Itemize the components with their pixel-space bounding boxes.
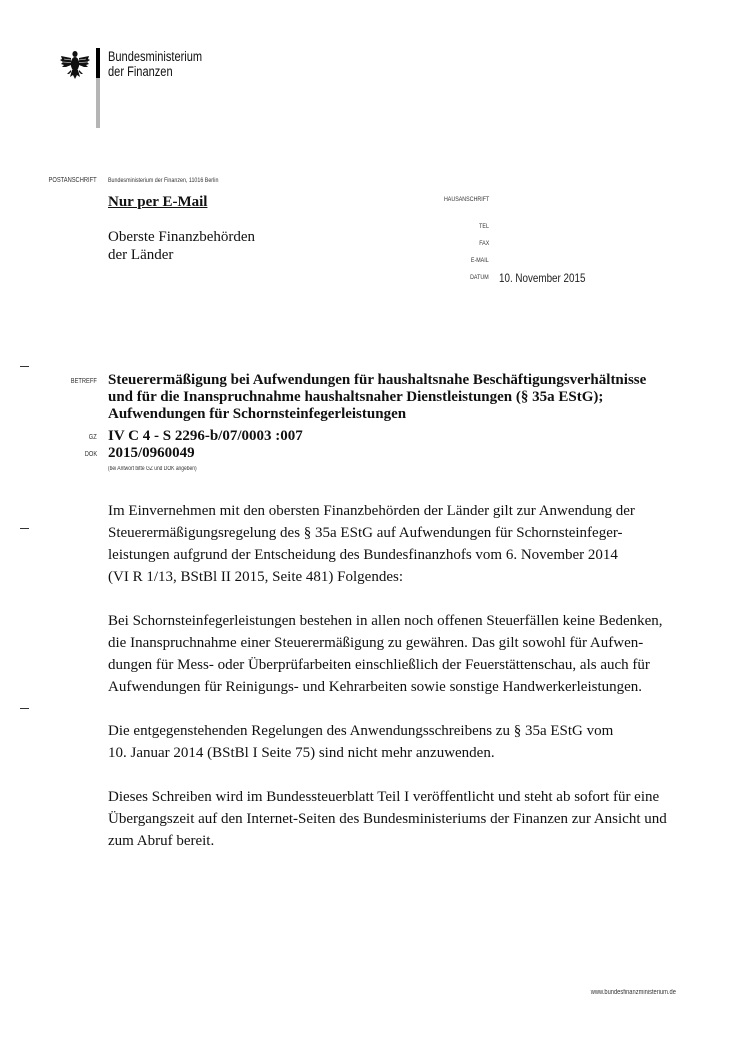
logo-bar-grey — [96, 78, 100, 128]
punch-mark — [20, 708, 29, 709]
postanschrift-label: POSTANSCHRIFT — [48, 177, 97, 184]
footer-url: www.bundesfinanzministerium.de — [590, 989, 676, 996]
dok-label: DOK — [84, 451, 97, 458]
subject-line2: und für die Inanspruchnahme haushaltsnaher Dienstleistungen (§ 35a EStG); — [108, 389, 604, 405]
subject-line3: Aufwendungen für Schornsteinfegerleistungen — [108, 406, 407, 422]
postanschrift-value: Bundesministerium der Finanzen, 11016 Berlin — [108, 177, 219, 184]
recipient-line2: der Länder — [108, 246, 174, 263]
betreff-label: BETREFF — [70, 378, 97, 385]
gz-label: GZ — [89, 434, 97, 441]
fax-label: FAX — [478, 240, 489, 247]
ministry-name-line1: Bundesministerium — [108, 49, 203, 64]
fold-mark — [20, 528, 29, 529]
gz-value: IV C 4 - S 2296-b/07/0003 :007 — [108, 428, 303, 444]
fold-mark — [20, 366, 29, 367]
letter-body — [108, 500, 688, 874]
paragraph-3: Die entgegenstehenden Regelungen des Anwendungsschreibens zu § 35a EStG vom 10. Januar 2014 (BStBl I Seite 75) sind nicht mehr anzuwenden. — [108, 723, 614, 761]
paragraph-1: Im Einvernehmen mit den obersten Finanzbehörden der Länder gilt zur Anwendung der Steuerermäßigungsregelung des § 35a EStG auf Aufwendungen für Schornsteinfeger- leistungen aufgrund der Entscheidung des Bundesfinanzhofs vom 6. November 2014 (VI R 1/13, BStBl II 2015, Seite 481) Folgendes: — [108, 503, 635, 585]
recipient — [108, 229, 255, 264]
ministry-name-line2: der Finanzen — [108, 64, 173, 79]
dok-value: 2015/0960049 — [108, 445, 195, 461]
tel-label: TEL — [479, 223, 489, 230]
recipient-line1: Oberste Finanzbehörden — [108, 229, 256, 245]
hausanschrift-label: HAUSANSCHRIFT — [443, 196, 489, 203]
reference-hint: (bei Antwort bitte GZ und DOK angeben) — [108, 466, 197, 472]
federal-eagle-icon — [60, 50, 90, 82]
paragraph-4: Dieses Schreiben wird im Bundessteuerblatt Teil I veröffentlicht und steht ab sofort für eine Übergangszeit auf den Internet-Seiten des Bundesministeriums der Finanzen zur Ansicht und zum Abruf bereit. — [108, 789, 667, 849]
datum-label: DATUM — [470, 274, 489, 281]
subject-line1: Steuerermäßigung bei Aufwendungen für haushaltsnahe Beschäftigungsverhältnisse — [108, 372, 647, 388]
paragraph-2: Bei Schornsteinfegerleistungen bestehen in allen noch offenen Steuerfällen keine Bedenken, die Inanspruchnahme einer Steuerermäßigung zu gewähren. Das gilt sowohl für Aufwen- dungen für Mess- oder Überprüfarbeiten einschließlich der Feuerstättenschau, als auch für Aufwendungen für Reinigungs- und Kehrarbeiten sowie sonstige Handwerkerleistungen. — [108, 613, 663, 695]
email-label: E-MAIL — [471, 257, 489, 264]
logo-bar — [96, 48, 100, 78]
ministry-name — [108, 49, 223, 79]
delivery-note: Nur per E-Mail — [108, 194, 208, 210]
datum-value: 10. November 2015 — [499, 271, 586, 285]
subject-text — [108, 372, 708, 423]
